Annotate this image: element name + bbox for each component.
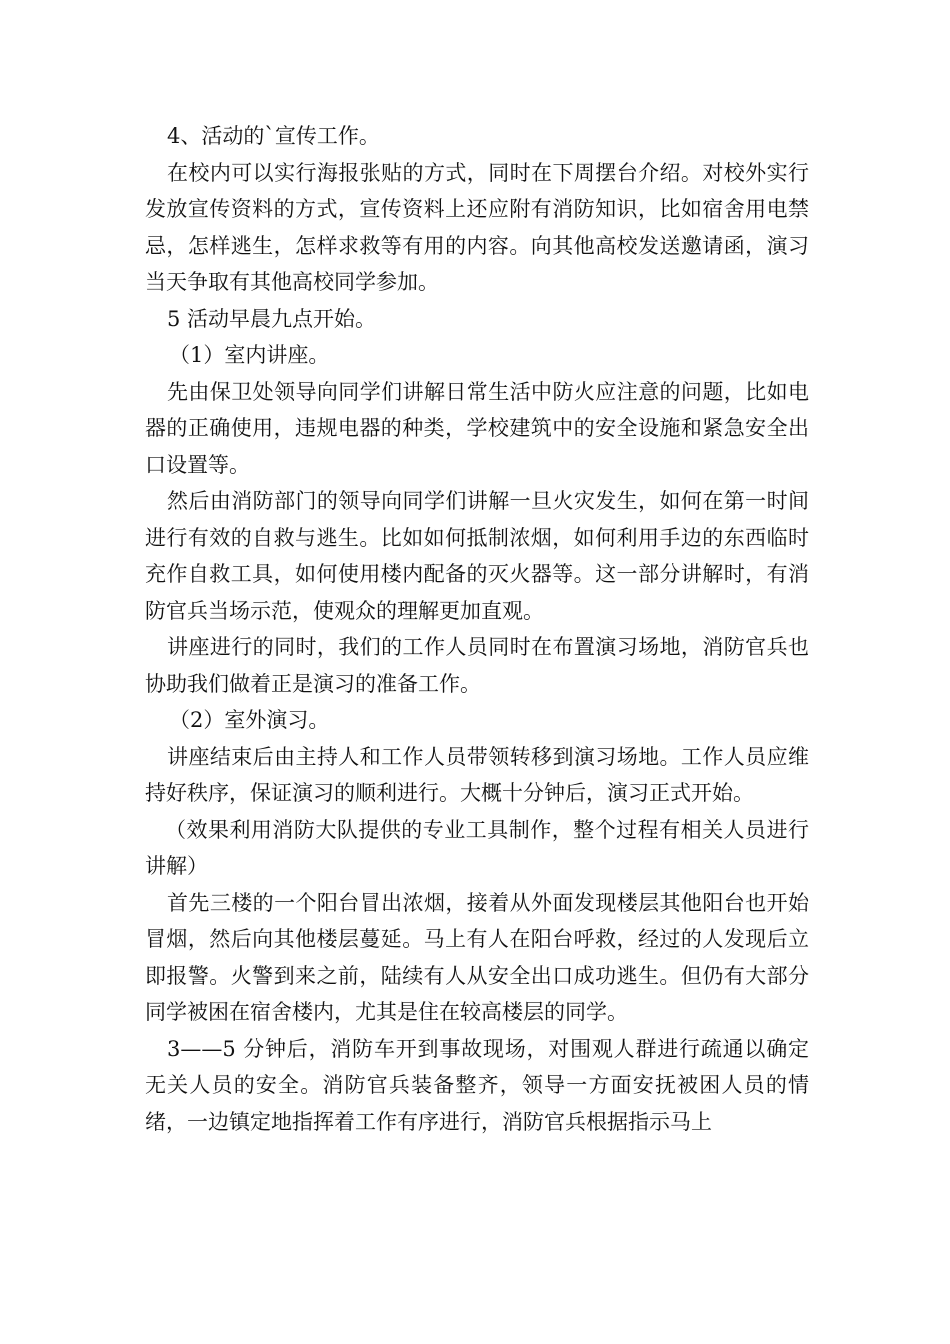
paragraph-smoke-scenario: 首先三楼的一个阳台冒出浓烟，接着从外面发现楼层其他阳台也开始冒烟，然后向其他楼层蔓延。马上有人在阳台呼救，经过的人发现后立即报警。火警到来之前，陆续有人从安全出口成功逃生。但仍有大部分同学被困在宿舍楼内，尤其是住在较高楼层的同学。 [145,890,809,1024]
subheading-outdoor-drill: （2）室外演习。 [169,708,330,732]
section-heading-start-time: 5 活动早晨九点开始。 [167,306,377,331]
paragraph-drill-start: 讲座结束后由主持人和工作人员带领转移到演习场地。工作人员应维持好秩序，保证演习的顺利进行。大概十分钟后，演习正式开始。 [145,744,809,805]
paragraph-fire-department-lecture: 然后由消防部门的领导向同学们讲解一旦火灾发生，如何在第一时间进行有效的自救与逃生。比如如何抵制浓烟，如何利用手边的东西临时充作自救工具，如何使用楼内配备的灭火器等。这一部分讲解时，有消防官兵当场示范，使观众的理解更加直观。 [145,489,809,623]
paragraph-fire-truck-arrival: 3——5 分钟后，消防车开到事故现场，对围观人群进行疏通以确定无关人员的安全。消防官兵装备整齐，领导一方面安抚被困人员的情绪，一边镇定地指挥着工作有序进行，消防官兵根据指示马上 [145,1036,809,1134]
document-body [145,118,809,1140]
section-heading-publicity: 4、活动的`宣传工作。 [167,124,380,148]
subheading-indoor-lecture: （1）室内讲座。 [169,343,330,367]
paragraph-site-preparation: 讲座进行的同时，我们的工作人员同时在布置演习场地，消防官兵也协助我们做着正是演习的准备工作。 [145,635,809,696]
paragraph-security-lecture: 先由保卫处领导向同学们讲解日常生活中防火应注意的问题，比如电器的正确使用，违规电器的种类，学校建筑中的安全设施和紧急安全出口设置等。 [145,379,809,477]
paragraph-publicity-methods: 在校内可以实行海报张贴的方式，同时在下周摆台介绍。对校外实行发放宣传资料的方式，宣传资料上还应附有消防知识，比如宿舍用电禁忌，怎样逃生，怎样求救等有用的内容。向其他高校发送邀请函，演习当天争取有其他高校同学参加。 [145,160,809,294]
paragraph-effects-note: （效果利用消防大队提供的专业工具制作，整个过程有相关人员进行讲解） [145,817,809,878]
